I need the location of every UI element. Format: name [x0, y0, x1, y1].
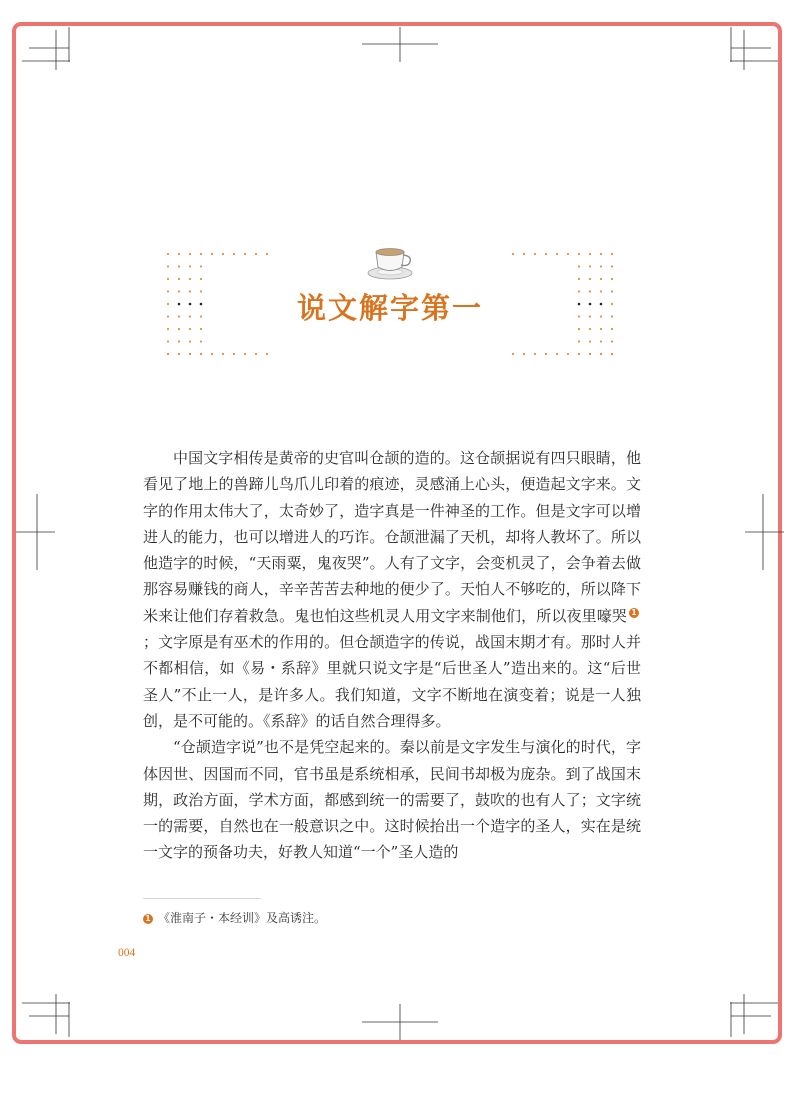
- footnote-reference[interactable]: 1: [629, 608, 639, 618]
- body-text: [143, 445, 641, 866]
- footnote-divider: [143, 898, 261, 899]
- footnote: [143, 909, 326, 926]
- paragraph: “仓颉造字说”也不是凭空起来的。秦以前是文字发生与演化的时代，字体因世、因国而不同，官书虽是系统相承，民间书却极为庞杂。到了战国末期，政治方面，学术方面，都感到统一的需要了，鼓吹的也有人了；文字统一的需要，自然也在一般意识之中。这时候抬出一个造字的圣人，实在是统一文字的预备功夫，好教人知道“一个”圣人造的: [143, 738, 641, 862]
- teacup-icon: [365, 242, 415, 282]
- page-title: 说文解字第一: [296, 291, 483, 325]
- paragraph: 中国文字相传是黄帝的史官叫仓颉的造的。这仓颉据说有四只眼睛，他看见了地上的兽蹄儿鸟爪儿印着的痕迹，灵感涌上心头，便造起文字来。文字的作用太伟大了，太奇妙了，造字真是一件神圣的工作。但是文字可以增进人的能力，也可以增进人的巧诈。仓颉泄漏了天机，却将人教坏了。所以他造字的时候，“天雨粟，鬼夜哭”。人有了文字，会变机灵了，会争着去做那容易赚钱的商人，辛辛苦苦去种地的便少了。天怕人不够吃的，所以降下米来让他们存着救急。鬼也怕这些机灵人用文字来制他们，所以夜里嚎哭 1；文字原是有巫术的作用的。但仓颉造字的传说，战国末期才有。那时人并不都相信，如《易・系辞》里就只说文字是“后世圣人”造出来的。这“后世圣人”不止一人，是许多人。我们知道，文字不断地在演变着；说是一人独创，是不可能的。《系辞》的话自然合理得多。: [143, 449, 641, 730]
- page-number: 004: [118, 947, 136, 959]
- footnote-marker: 1: [143, 914, 153, 924]
- footnote-text: 《淮南子・本经训》及高诱注。: [158, 911, 327, 925]
- chapter-heading: [160, 236, 620, 366]
